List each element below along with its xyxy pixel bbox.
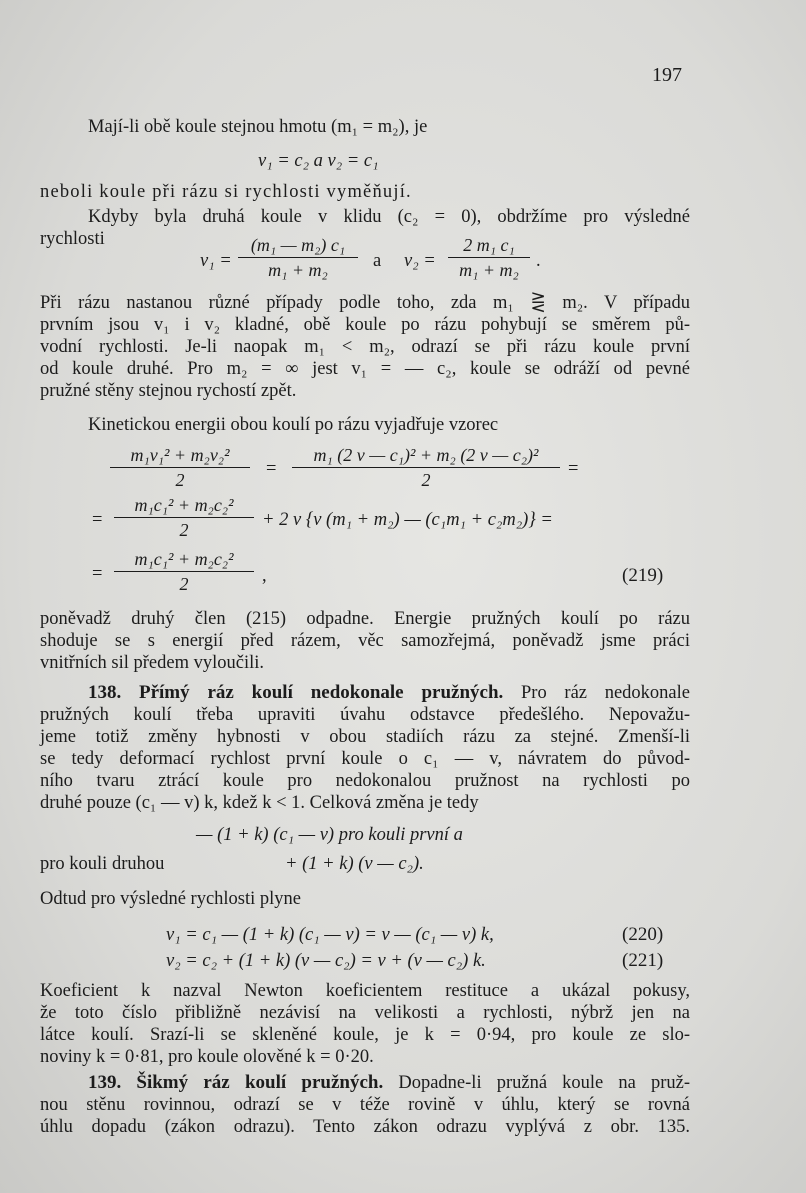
fraction-denominator: 2 [175,470,185,490]
text-line: vnitřních sil předem vyloučili. [40,653,265,673]
kinetic-energy-intro: Kinetickou energii obou koulí po rázu vyjadřuje vzorec [88,415,499,435]
fraction-denominator: 2 [421,470,431,490]
fraction-bar [292,467,560,468]
text-line: Kdyby byla druhá koule v klidu (c₂ = 0), obdržíme pro výsledné [88,207,690,227]
section-number: 138. [88,682,122,703]
text-fragment: Pro ráz nedokonale [521,683,690,703]
text-line: Při rázu nastanou různé případy podle toho, zda m₁ ⋛ m₂. V případu [40,293,690,313]
section-heading-line [40,1072,690,1094]
energy-second-term: + 2 v {v (m₁ + m₂) — (c₁m₁ + c₂m₂)} = [262,510,553,530]
fraction-numerator: 2 m₁ c₁ [463,235,515,255]
energy-conservation-paragraph [40,608,690,674]
fraction-v1 [238,234,358,281]
comma: , [262,566,267,586]
section-138 [40,682,690,814]
text-line: rychlosti [40,229,105,249]
section-139 [40,1072,690,1138]
equals-sign: = [92,510,103,530]
equals-sign: = [266,459,277,479]
fraction-energy-initial [114,494,254,541]
result-velocities-intro: Odtud pro výsledné rychlosti plyne [40,889,302,909]
text-line: nou stěnu rovinnou, odrazí se v téže rovině v úhlu, který se rovná [40,1095,690,1115]
fraction-energy-expanded [292,444,560,491]
fraction-denominator: m₁ + m₂ [268,260,328,280]
fraction-energy-before [110,444,250,491]
text-line: od koule druhé. Pro m₂ = ∞ jest v₁ = — c₂, koule se odráží od pevné [40,359,690,379]
text-line: prvním jsou v₁ i v₂ kladné, obě koule po rázu pohybují se směrem pů- [40,315,690,335]
text-line: Koeficient k nazval Newton koeficientem restituce a ukázal pokusy, [40,981,690,1001]
text-line: látce koulí. Srazí-li se skleněné koule, je k = 0·94, pro koule ze slo- [40,1025,690,1045]
fraction-numerator: m₁c₁² + m₂c₂² [134,549,234,569]
text-line: noviny k = 0·81, pro koule olověné k = 0·20. [40,1047,374,1067]
velocity-exchange-line: neboli koule při rázu si rychlosti vyměňují. [40,182,412,202]
section-heading-line [40,682,690,704]
rest-case-paragraph [40,206,690,250]
text-line: že toto číslo přibližně nezávisí na velikosti a rychlosti, nýbrž jen na [40,1003,690,1023]
fraction-denominator: 2 [179,520,189,540]
section-title: Přímý ráz koulí nedokonale pružných. [138,682,504,703]
text-line: pružné stěny stejnou rychostí zpět. [40,381,297,401]
text-line: se tedy deformací rychlost první koule o c₁ — v, návratem do původ- [40,749,690,769]
restitution-paragraph [40,980,690,1068]
fraction-denominator: 2 [179,574,189,594]
fraction-numerator: m₁ (2 v — c₁)² + m₂ (2 v — c₂)² [313,445,539,465]
fraction-bar [110,467,250,468]
equation-number-221: (221) [622,950,664,971]
fraction-v2 [448,234,530,281]
equation-velocity-swap: v₁ = c₂ a v₂ = c₁ [258,151,379,171]
equation-number-219: (219) [622,565,664,586]
fraction-numerator: m₁c₁² + m₂c₂² [134,495,234,515]
equation-220: v₁ = c₁ — (1 + k) (c₁ — v) = v — (c₁ — v) k, [166,925,494,945]
eq-period: . [536,251,541,271]
text-line: úhlu dopadu (zákon odrazu). Tento zákon odrazu vyplývá z obr. 135. [40,1117,690,1137]
fraction-denominator: m₁ + m₂ [459,260,519,280]
text-line: pružných koulí třeba upraviti úvahu odstavce předešlého. Nepovažu- [40,705,690,725]
section-title: Šikmý ráz koulí pružných. [136,1072,384,1093]
cases-paragraph [40,292,690,402]
equal-mass-intro: Mají-li obě koule stejnou hmotu (m₁ = m₂), je [88,117,428,137]
fraction-bar [114,517,254,518]
fraction-bar [114,571,254,572]
velocity-change-second-label: pro kouli druhou [40,854,165,874]
fraction-bar [238,257,358,258]
fraction-bar [448,257,530,258]
fraction-energy-result [114,548,254,595]
section-number: 139. [88,1072,122,1093]
text-fragment: Dopadne-li pružná koule na pruž- [398,1073,690,1093]
text-line: druhé pouze (c₁ — v) k, kdež k < 1. Celková změna je tedy [40,793,479,813]
eq-conjunction-a: a [373,251,382,271]
text-line: jeme totiž změny hybnosti v obou stadiích rázu za stejné. Zmenší-li [40,727,690,747]
equation-221: v₂ = c₂ + (1 + k) (v — c₂) = v + (v — c₂) k. [166,951,486,971]
equals-sign: = [568,459,579,479]
velocity-change-first: — (1 + k) (c₁ — v) pro kouli první a [196,825,463,845]
eq-v1-lhs: v₁ = [200,251,232,271]
eq-v2-lhs: v₂ = [404,251,436,271]
velocity-change-second: + (1 + k) (v — c₂). [285,854,424,874]
text-line: poněvadž druhý člen (215) odpadne. Energie pružných koulí po rázu [40,609,690,629]
page-number: 197 [652,64,682,86]
text-line: ního tvaru ztrácí koule pro nedokonalou pružnost na rychlosti po [40,771,690,791]
text-line: vodní rychlosti. Je-li naopak m₁ < m₂, odrazí se při rázu koule první [40,337,690,357]
text-line: shoduje se s energií před rázem, věc samozřejmá, poněvadž jsme práci [40,631,690,651]
fraction-numerator: (m₁ — m₂) c₁ [250,235,346,255]
fraction-numerator: m₁v₁² + m₂v₂² [130,445,230,465]
equation-number-220: (220) [622,924,664,945]
equals-sign: = [92,564,103,584]
